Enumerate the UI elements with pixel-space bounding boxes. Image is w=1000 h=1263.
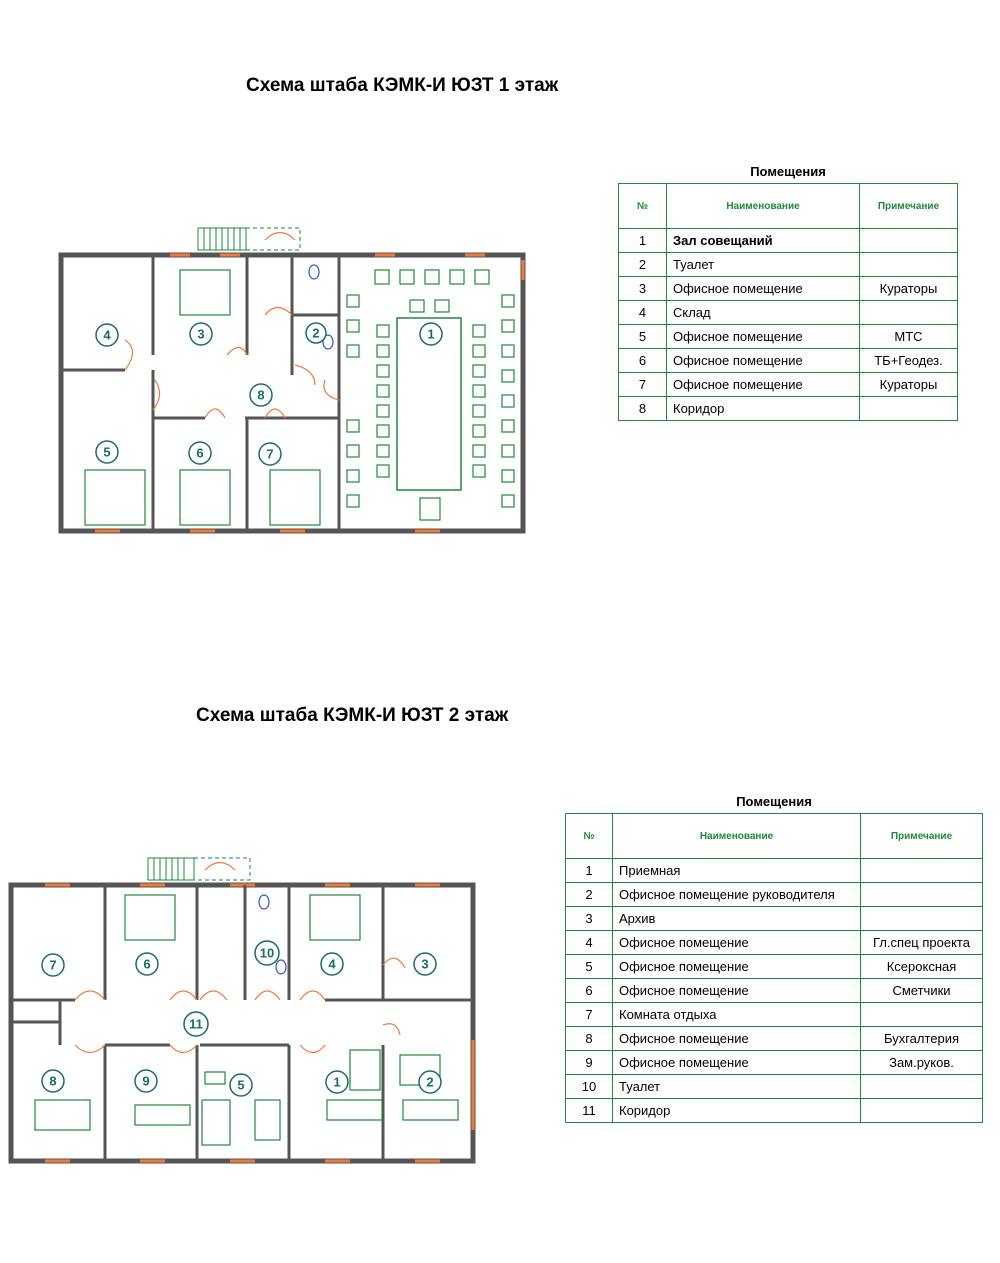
header-note: Примечание <box>861 814 983 859</box>
svg-text:5: 5 <box>237 1077 245 1093</box>
table-row: 4 Офисное помещение Гл.спец проекта <box>566 931 983 955</box>
table-row: 2 Туалет <box>619 253 958 277</box>
svg-text:9: 9 <box>142 1073 150 1089</box>
svg-text:7: 7 <box>49 957 57 973</box>
svg-text:3: 3 <box>421 956 429 972</box>
table-row: 8 Офисное помещение Бухгалтерия <box>566 1027 983 1051</box>
inner-walls <box>61 255 339 531</box>
room-label-8 <box>250 384 272 406</box>
office-desks <box>85 270 320 525</box>
svg-text:8: 8 <box>49 1073 57 1089</box>
table-row: 4 Склад <box>619 301 958 325</box>
room-label-6 <box>189 442 211 464</box>
table-row: 6 Офисное помещение Сметчики <box>566 979 983 1003</box>
floor1-rooms-table <box>618 183 958 421</box>
room-label-2 <box>306 323 326 343</box>
svg-text:10: 10 <box>259 945 275 961</box>
header-name: Наименование <box>667 184 860 229</box>
table-row: 6 Офисное помещение ТБ+Геодез. <box>619 349 958 373</box>
table-row: 11 Коридор <box>566 1099 983 1123</box>
room-label-11 <box>184 1012 208 1036</box>
table-row: 2 Офисное помещение руководителя <box>566 883 983 907</box>
svg-text:2: 2 <box>426 1074 434 1090</box>
header-note: Примечание <box>860 184 958 229</box>
floor1-plan <box>55 220 555 560</box>
doors <box>75 863 405 1053</box>
header-num: № <box>619 184 667 229</box>
svg-text:8: 8 <box>257 387 265 403</box>
svg-text:1: 1 <box>333 1074 341 1090</box>
room-label-6 <box>136 953 158 975</box>
chairs <box>347 270 514 520</box>
table-row: 7 Офисное помещение Кураторы <box>619 373 958 397</box>
table-header <box>566 814 983 859</box>
table-row: 5 Офисное помещение МТС <box>619 325 958 349</box>
room-label-3 <box>414 953 436 975</box>
table-row: 3 Архив <box>566 907 983 931</box>
room-label-2 <box>419 1071 441 1093</box>
room-label-10 <box>255 941 279 965</box>
table-row: 7 Комната отдыха <box>566 1003 983 1027</box>
svg-text:5: 5 <box>103 444 111 460</box>
room-label-1 <box>326 1071 348 1093</box>
svg-text:7: 7 <box>266 446 274 462</box>
table-row: 5 Офисное помещение Ксероксная <box>566 955 983 979</box>
room-label-1 <box>420 323 442 345</box>
doors <box>125 233 339 419</box>
room-label-5 <box>230 1074 252 1096</box>
stairs-icon <box>198 228 300 250</box>
room-label-7 <box>42 954 64 976</box>
floor2-rooms-table <box>565 813 983 1123</box>
floor1-table-caption: Помещения <box>750 164 826 179</box>
table-row: 8 Коридор <box>619 397 958 421</box>
header-num: № <box>566 814 613 859</box>
svg-text:2: 2 <box>312 325 320 341</box>
room-label-9 <box>135 1070 157 1092</box>
table-row: 10 Туалет <box>566 1075 983 1099</box>
table-row: 9 Офисное помещение Зам.руков. <box>566 1051 983 1075</box>
header-name: Наименование <box>613 814 861 859</box>
table-row: 1 Зал совещаний <box>619 229 958 253</box>
floor2-table-caption: Помещения <box>736 794 812 809</box>
room-label-3 <box>190 323 212 345</box>
floor2-title: Схема штаба КЭМК-И ЮЗТ 2 этаж <box>196 705 509 726</box>
room-label-4 <box>96 324 118 346</box>
svg-text:11: 11 <box>189 1016 203 1032</box>
floor1-title: Схема штаба КЭМК-И ЮЗТ 1 этаж <box>246 75 559 96</box>
room-label-8 <box>42 1070 64 1092</box>
svg-text:3: 3 <box>197 326 205 342</box>
table-header <box>619 184 958 229</box>
svg-text:4: 4 <box>328 956 336 972</box>
svg-text:4: 4 <box>103 327 111 343</box>
svg-text:6: 6 <box>196 445 204 461</box>
table-row: 1 Приемная <box>566 859 983 883</box>
room-label-7 <box>259 443 281 465</box>
svg-text:6: 6 <box>143 956 151 972</box>
room-label-4 <box>321 953 343 975</box>
floor2-plan <box>5 850 485 1170</box>
svg-text:1: 1 <box>427 326 435 342</box>
table-row: 3 Офисное помещение Кураторы <box>619 277 958 301</box>
room-label-5 <box>96 441 118 463</box>
